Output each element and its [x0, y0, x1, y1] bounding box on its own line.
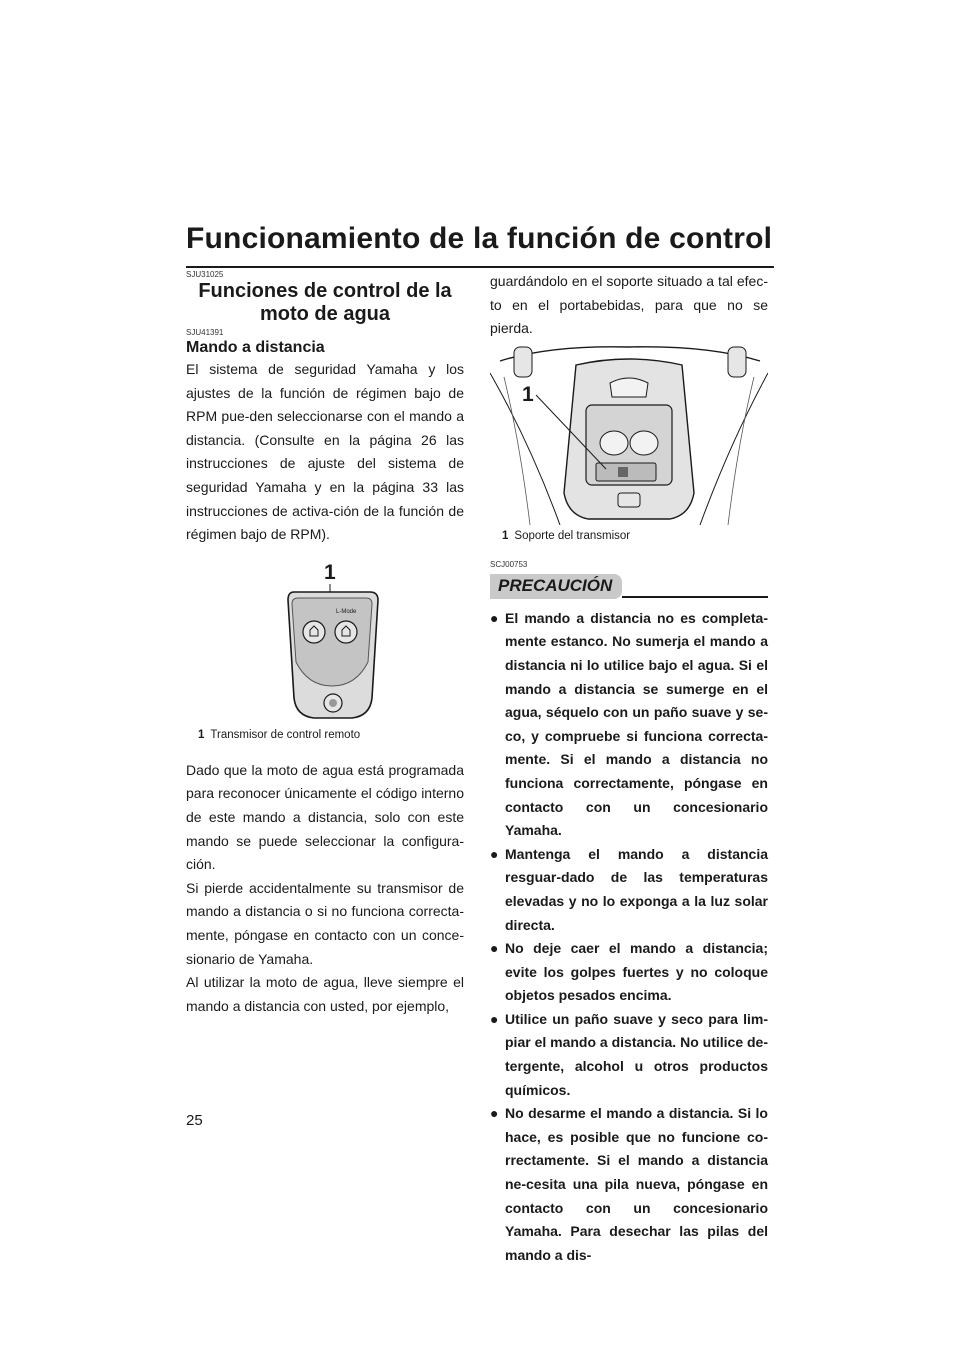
- warning-item: ● No deje caer el mando a distancia; evite los golpes fuertes y no coloque objetos pesados encima.: [490, 937, 768, 1008]
- figure1-caption-number: 1: [198, 728, 205, 741]
- continuation-paragraph: guardándolo en el soporte situado a tal efec-to en el portabebidas, para que no se pierda.: [490, 273, 768, 337]
- page-title: Funcionamiento de la función de control: [186, 222, 773, 255]
- transmitter-holder-illustration: [490, 343, 768, 525]
- subsection-title: Mando a distancia: [186, 339, 325, 356]
- transmitter-holder-figure: [490, 343, 768, 525]
- left-column: [186, 270, 464, 1018]
- subsection-code: SJU41391: [186, 328, 224, 337]
- figure2-caption: [502, 529, 768, 544]
- warning-item: ● El mando a distancia no es completa-mente estanco. No sumerja el mando a distancia ni lo utilice bajo el agua. Si el mando a distancia se sumerge en el agua, séquelo con un paño suave y se-co, y compruebe si funciona correcta-mente. Si el mando a distancia no funciona correctamente, póngase en contacto con un concesionario Yamaha.: [490, 607, 768, 843]
- bullet-icon: ●: [490, 940, 499, 957]
- figure2-callout: 1: [522, 382, 534, 406]
- warning-rule: [622, 596, 768, 598]
- title-rule: [186, 266, 774, 268]
- warning-code: SCJ00753: [490, 559, 528, 569]
- figure1-caption-text: Transmisor de control remoto: [210, 728, 361, 741]
- section-title-line1: Funciones de control de la: [198, 280, 452, 302]
- bullet-icon: ●: [490, 1010, 499, 1027]
- warning-item: ● Utilice un paño suave y seco para lim-piar el mando a distancia. No utilice de-tergente, alcohol u otros productos químicos.: [490, 1008, 768, 1102]
- remote-transmitter-illustration: [186, 558, 464, 724]
- device-label: L-Mode: [336, 608, 357, 615]
- section-title-line2: moto de agua: [259, 303, 390, 325]
- warning-list: [490, 607, 768, 1268]
- figure2-caption-text: Soporte del transmisor: [514, 529, 631, 542]
- bullet-icon: ●: [490, 1105, 499, 1122]
- figure2-caption-number: 1: [502, 529, 509, 542]
- figure1-callout: 1: [324, 560, 336, 584]
- paragraph-3: Si pierde accidentalmente su transmisor de mando a distancia o si no funciona correcta-mente, póngase en contacto con un conce-sionario de Yamaha.: [186, 879, 464, 967]
- warning-title: PRECAUCIÓN: [490, 574, 622, 599]
- paragraph-4: Al utilizar la moto de agua, lleve siempre el mando a distancia con usted, por ejemplo,: [186, 974, 464, 1014]
- bullet-icon: ●: [490, 609, 499, 626]
- warning-item: ● Mantenga el mando a distancia resguar-dado de las temperaturas elevadas y no lo exponga a la luz solar directa.: [490, 843, 768, 937]
- intro-paragraph: El sistema de seguridad Yamaha y los ajustes de la función de régimen bajo de RPM pue-den seleccionarse con el mando a distancia. (Consulte en la página 26 las instrucciones de ajuste del sistema de seguridad Yamaha y en la página 33 las instrucciones de activa-ción de la función de régimen bajo de RPM).: [186, 361, 464, 543]
- warning-item: ● No desarme el mando a distancia. Si lo hace, es posible que no funcione co-rrectamente. Si el mando a distancia ne-cesita una pila nueva, póngase en contacto con un concesionario Yamaha. Para desechar las pilas del mando a dis-: [490, 1102, 768, 1267]
- page-number: 25: [186, 1112, 203, 1129]
- paragraph-2: Dado que la moto de agua está programada para reconocer únicamente el código interno de este mando a distancia, solo con este mando se puede seleccionar la configura-ción.: [186, 761, 464, 873]
- figure1-caption: [198, 728, 464, 743]
- remote-transmitter-figure: [186, 558, 464, 724]
- section-code: SJU31025: [186, 270, 224, 279]
- warning-header: [490, 574, 768, 599]
- right-column: [490, 270, 768, 1267]
- bullet-icon: ●: [490, 845, 499, 862]
